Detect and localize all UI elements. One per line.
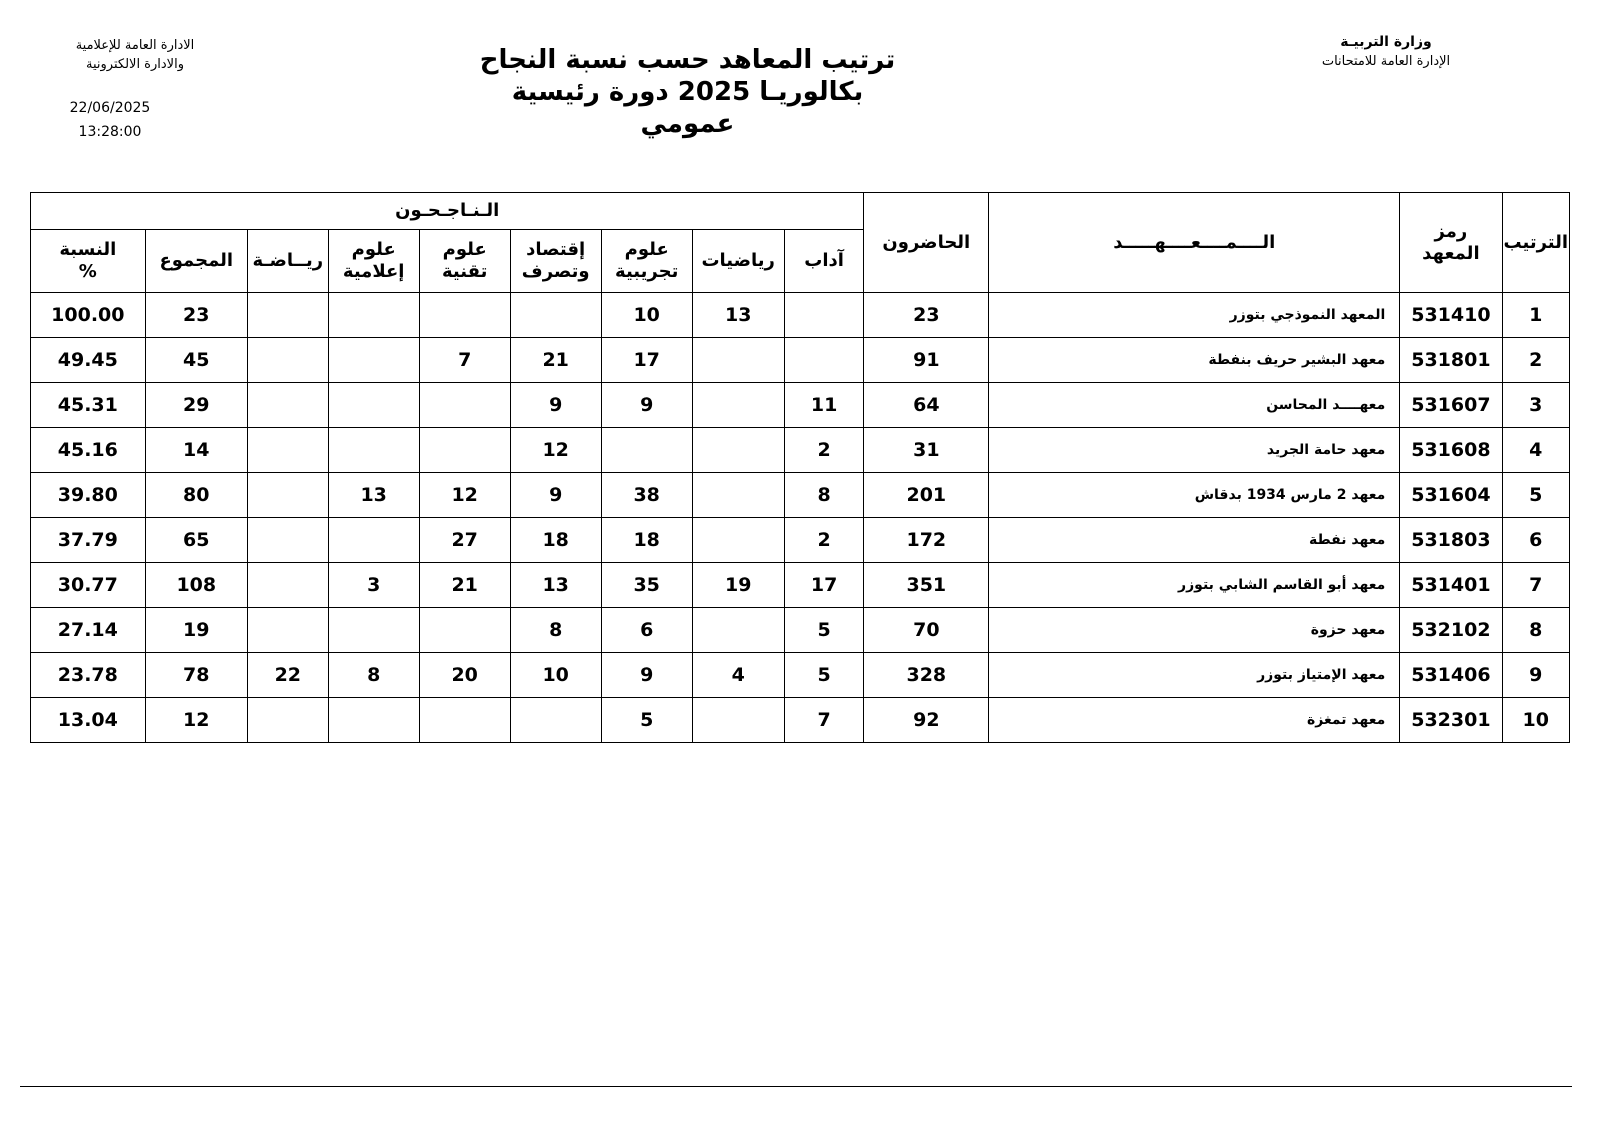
cell-info: 3 [328, 563, 419, 608]
cell-rank: 9 [1502, 653, 1569, 698]
cell-adab: 11 [784, 383, 864, 428]
header-tech: علوم تقنية [419, 230, 510, 293]
cell-code: 532102 [1400, 608, 1502, 653]
cell-math [692, 698, 784, 743]
cell-econ: 9 [510, 473, 601, 518]
cell-code: 531803 [1400, 518, 1502, 563]
cell-exp-sci: 35 [601, 563, 692, 608]
cell-info [328, 608, 419, 653]
cell-total: 45 [145, 338, 247, 383]
cell-ratio: 100.00 [31, 293, 146, 338]
title-line1: ترتيب المعاهد حسب نسبة النجاح [479, 45, 896, 75]
ministry-name: وزارة التربيـة [1340, 34, 1432, 50]
cell-code: 531607 [1400, 383, 1502, 428]
cell-exp-sci: 10 [601, 293, 692, 338]
media-directorate-line2: والادارة الالكترونية [86, 57, 184, 72]
header-info: علوم إعلامية [328, 230, 419, 293]
cell-sport [247, 473, 328, 518]
header-present: الحاضرون [864, 193, 989, 293]
cell-ratio: 37.79 [31, 518, 146, 563]
cell-econ: 21 [510, 338, 601, 383]
header-total: المجموع [145, 230, 247, 293]
print-time: 13:28:00 [78, 124, 142, 140]
title-line2: بكالوريـا 2025 دورة رئيسية [511, 77, 864, 107]
cell-exp-sci: 17 [601, 338, 692, 383]
cell-math [692, 518, 784, 563]
cell-present: 92 [864, 698, 989, 743]
cell-total: 29 [145, 383, 247, 428]
cell-sport [247, 338, 328, 383]
cell-institute: معهد حامة الجريد [989, 428, 1400, 473]
cell-institute: معهد حزوة [989, 608, 1400, 653]
header-institute: الــــمــــعــــهـــــد [989, 193, 1400, 293]
exams-directorate: الإدارة العامة للامتحانات [1321, 54, 1451, 69]
cell-ratio: 27.14 [31, 608, 146, 653]
cell-sport [247, 293, 328, 338]
cell-sport: 22 [247, 653, 328, 698]
cell-adab [784, 338, 864, 383]
cell-exp-sci: 38 [601, 473, 692, 518]
cell-total: 108 [145, 563, 247, 608]
cell-total: 23 [145, 293, 247, 338]
cell-rank: 3 [1502, 383, 1569, 428]
table-row [31, 383, 1570, 428]
cell-code: 532301 [1400, 698, 1502, 743]
table-row [31, 563, 1570, 608]
cell-rank: 5 [1502, 473, 1569, 518]
footer-divider [20, 1086, 1572, 1087]
header-sport: ريــاضـة [247, 230, 328, 293]
print-date: 22/06/2025 [69, 100, 151, 116]
cell-code: 531410 [1400, 293, 1502, 338]
cell-math [692, 383, 784, 428]
table-row [31, 698, 1570, 743]
cell-institute: معهــــد المحاسن [989, 383, 1400, 428]
cell-tech: 7 [419, 338, 510, 383]
cell-econ: 10 [510, 653, 601, 698]
cell-present: 70 [864, 608, 989, 653]
cell-econ [510, 698, 601, 743]
cell-rank: 7 [1502, 563, 1569, 608]
cell-rank: 6 [1502, 518, 1569, 563]
cell-sport [247, 608, 328, 653]
header-passed-group: الـنـاجـحـون [31, 193, 864, 230]
cell-present: 23 [864, 293, 989, 338]
table-row [31, 338, 1570, 383]
cell-institute: معهد أبو القاسم الشابي بتوزر [989, 563, 1400, 608]
cell-total: 78 [145, 653, 247, 698]
cell-ratio: 30.77 [31, 563, 146, 608]
table-row [31, 473, 1570, 518]
header-adab: آداب [784, 230, 864, 293]
cell-econ: 13 [510, 563, 601, 608]
cell-econ: 18 [510, 518, 601, 563]
cell-ratio: 39.80 [31, 473, 146, 518]
cell-math: 13 [692, 293, 784, 338]
cell-ratio: 49.45 [31, 338, 146, 383]
cell-rank: 1 [1502, 293, 1569, 338]
cell-sport [247, 563, 328, 608]
header-econ: إقتصاد وتصرف [510, 230, 601, 293]
cell-info: 13 [328, 473, 419, 518]
cell-ratio: 45.16 [31, 428, 146, 473]
cell-adab [784, 293, 864, 338]
cell-info [328, 698, 419, 743]
table-row [31, 608, 1570, 653]
cell-math [692, 338, 784, 383]
cell-ratio: 45.31 [31, 383, 146, 428]
cell-adab: 5 [784, 608, 864, 653]
table-row [31, 518, 1570, 563]
cell-adab: 8 [784, 473, 864, 518]
header-rank: الترتيب [1502, 193, 1569, 293]
cell-ratio: 23.78 [31, 653, 146, 698]
cell-econ: 9 [510, 383, 601, 428]
cell-adab: 5 [784, 653, 864, 698]
cell-sport [247, 428, 328, 473]
cell-econ: 8 [510, 608, 601, 653]
cell-info [328, 338, 419, 383]
cell-total: 65 [145, 518, 247, 563]
cell-adab: 17 [784, 563, 864, 608]
table-row [31, 653, 1570, 698]
table-row [31, 428, 1570, 473]
cell-present: 351 [864, 563, 989, 608]
cell-code: 531801 [1400, 338, 1502, 383]
cell-code: 531406 [1400, 653, 1502, 698]
document-title [400, 44, 975, 140]
cell-exp-sci [601, 428, 692, 473]
header-math: رياضيات [692, 230, 784, 293]
header-code: رمز المعهد [1400, 193, 1502, 293]
title-line3: عمومي [640, 109, 735, 139]
cell-total: 19 [145, 608, 247, 653]
cell-econ [510, 293, 601, 338]
cell-tech [419, 383, 510, 428]
cell-info [328, 383, 419, 428]
cell-adab: 7 [784, 698, 864, 743]
cell-exp-sci: 9 [601, 383, 692, 428]
cell-institute: المعهد النموذجي بتوزر [989, 293, 1400, 338]
cell-institute: معهد 2 مارس 1934 بدقاش [989, 473, 1400, 518]
cell-tech [419, 293, 510, 338]
header-ratio: النسبة % [31, 230, 146, 293]
cell-tech: 20 [419, 653, 510, 698]
table-row [31, 293, 1570, 338]
cell-present: 64 [864, 383, 989, 428]
ministry-header [1256, 34, 1516, 69]
cell-info [328, 293, 419, 338]
cell-ratio: 13.04 [31, 698, 146, 743]
cell-exp-sci: 9 [601, 653, 692, 698]
print-timestamp [60, 96, 160, 144]
cell-tech [419, 698, 510, 743]
cell-exp-sci: 18 [601, 518, 692, 563]
cell-tech: 21 [419, 563, 510, 608]
cell-tech: 12 [419, 473, 510, 518]
cell-tech [419, 428, 510, 473]
ranking-table [30, 192, 1570, 743]
cell-code: 531401 [1400, 563, 1502, 608]
cell-math [692, 473, 784, 518]
cell-adab: 2 [784, 518, 864, 563]
cell-code: 531608 [1400, 428, 1502, 473]
cell-exp-sci: 5 [601, 698, 692, 743]
cell-present: 31 [864, 428, 989, 473]
media-directorate-line1: الادارة العامة للإعلامية [75, 38, 195, 53]
cell-rank: 8 [1502, 608, 1569, 653]
cell-adab: 2 [784, 428, 864, 473]
cell-sport [247, 518, 328, 563]
cell-institute: معهد الإمتياز بتوزر [989, 653, 1400, 698]
header-exp-sci: علوم تجريبية [601, 230, 692, 293]
cell-code: 531604 [1400, 473, 1502, 518]
cell-math: 4 [692, 653, 784, 698]
cell-total: 80 [145, 473, 247, 518]
cell-math [692, 428, 784, 473]
cell-tech: 27 [419, 518, 510, 563]
cell-sport [247, 698, 328, 743]
cell-institute: معهد نفطة [989, 518, 1400, 563]
cell-present: 91 [864, 338, 989, 383]
cell-present: 328 [864, 653, 989, 698]
cell-present: 201 [864, 473, 989, 518]
cell-sport [247, 383, 328, 428]
cell-info [328, 428, 419, 473]
cell-total: 12 [145, 698, 247, 743]
cell-math: 19 [692, 563, 784, 608]
cell-tech [419, 608, 510, 653]
cell-rank: 10 [1502, 698, 1569, 743]
cell-info: 8 [328, 653, 419, 698]
cell-info [328, 518, 419, 563]
cell-total: 14 [145, 428, 247, 473]
cell-rank: 4 [1502, 428, 1569, 473]
cell-exp-sci: 6 [601, 608, 692, 653]
cell-institute: معهد تمغزة [989, 698, 1400, 743]
media-directorate-header [40, 36, 230, 74]
cell-present: 172 [864, 518, 989, 563]
cell-institute: معهد البشير حريف بنفطة [989, 338, 1400, 383]
cell-math [692, 608, 784, 653]
cell-econ: 12 [510, 428, 601, 473]
cell-rank: 2 [1502, 338, 1569, 383]
